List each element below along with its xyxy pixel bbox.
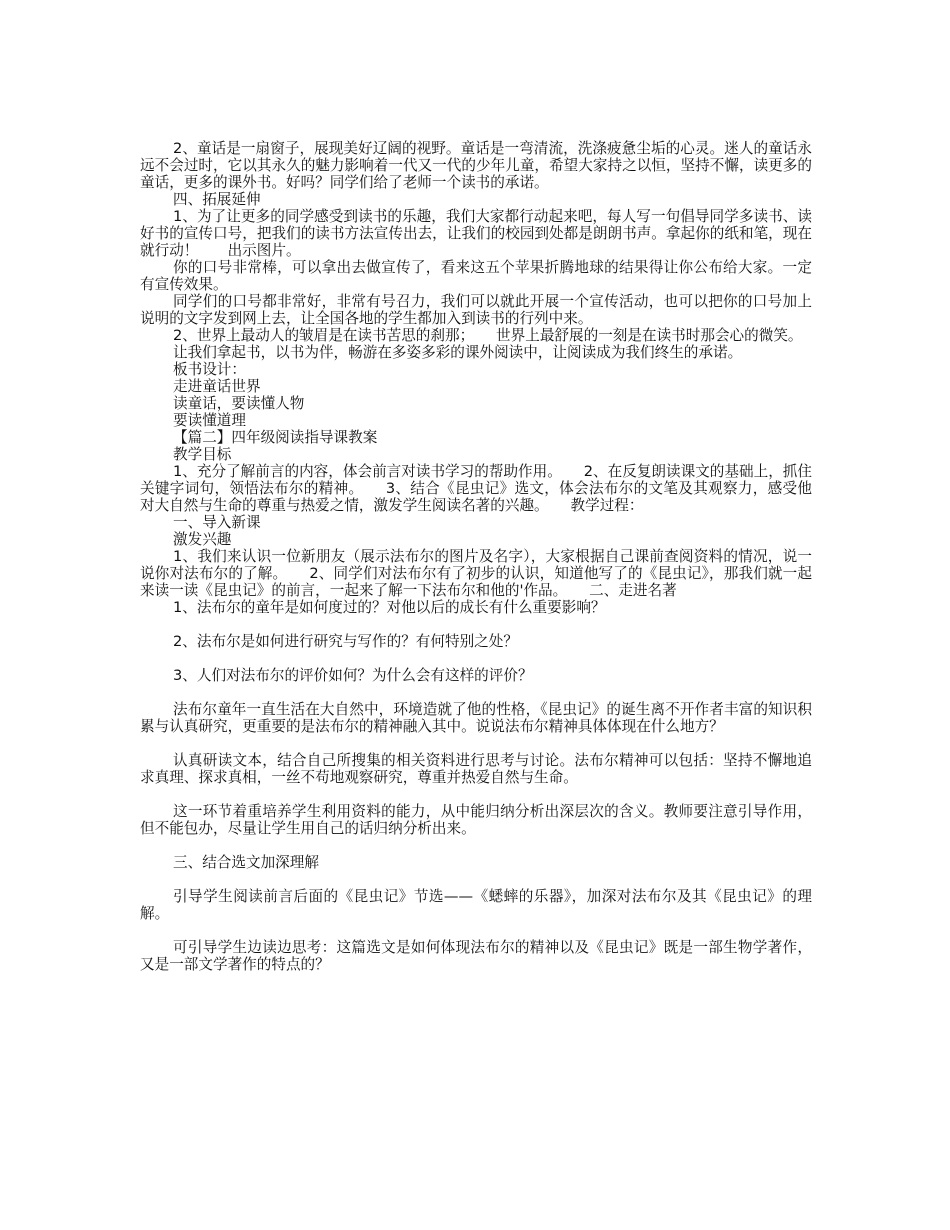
paragraph: 1、为了让更多的同学感受到读书的乐趣，我们大家都行动起来吧，每人写一句倡导同学多读书、读好书的宣传口号，把我们的读书方法宣传出去，让我们的校园到处都是朗朗书声。拿起你的纸和笔，现在就行动！ 出示图片。 xyxy=(140,208,812,259)
paragraph: 引导学生阅读前言后面的《昆虫记》节选——《蟋蟀的乐器》，加深对法布尔及其《昆虫记》的理解。 xyxy=(140,888,812,922)
paragraph: 1、我们来认识一位新朋友（展示法布尔的图片及名字），大家根据自己课前查阅资料的情况，说一说你对法布尔的了解。 2、同学们对法布尔有了初步的认识，知道他写了的《昆虫记》，那我们就一起来读一读《昆虫记》的前言，一起来了解一下法布尔和他的'作品。 二、走进名著 xyxy=(140,548,812,599)
paragraph: 2、世界上最动人的皱眉是在读书苦思的刹那； 世界上最舒展的一刻是在读书时那会心的微笑。 xyxy=(173,327,803,344)
section-heading: 激发兴趣 xyxy=(173,531,232,548)
paragraph: 让我们拿起书，以书为伴，畅游在多姿多彩的课外阅读中，让阅读成为我们终生的承诺。 xyxy=(173,344,743,361)
section-heading: 一、导入新课 xyxy=(173,514,261,531)
board-line: 读童话，要读懂人物 xyxy=(173,395,305,412)
paragraph: 同学们的口号都非常好，非常有号召力，我们可以就此开展一个宣传活动，也可以把你的口号加上说明的文字发到网上去，让全国各地的学生都加入到读书的行列中来。 xyxy=(140,293,812,327)
paragraph: 认真研读文本，结合自己所搜集的相关资料进行思考与讨论。法布尔精神可以包括：坚持不懈地追求真理、探求真相，一丝不苟地观察研究，尊重并热爱自然与生命。 xyxy=(140,752,812,786)
chapter-title: 【篇二】四年级阅读指导课教案 xyxy=(173,429,378,446)
paragraph: 这一环节着重培养学生利用资料的能力，从中能归纳分析出深层次的含义。教师要注意引导作用，但不能包办，尽量让学生用自己的话归纳分析出来。 xyxy=(140,803,812,837)
board-line: 要读懂道理 xyxy=(173,412,246,429)
board-design-heading: 板书设计： xyxy=(173,361,246,378)
section-heading: 教学目标 xyxy=(173,446,232,463)
paragraph: 2、童话是一扇窗子，展现美好辽阔的视野。童话是一弯清流，洗涤疲惫尘垢的心灵。迷人的童话永远不会过时，它以其永久的魅力影响着一代又一代的少年儿童，希望大家持之以恒，坚持不懈，读更多的童话，更多的课外书。好吗？同学们给了老师一个读书的承诺。 xyxy=(140,140,812,191)
question: 1、法布尔的童年是如何度过的？对他以后的成长有什么重要影响？ xyxy=(173,599,606,616)
section-heading: 三、结合选文加深理解 xyxy=(173,854,319,871)
question: 2、法布尔是如何进行研究与写作的？有何特别之处？ xyxy=(173,633,518,650)
section-heading: 四、拓展延伸 xyxy=(173,191,261,208)
paragraph: 可引导学生边读边思考：这篇选文是如何体现法布尔的精神以及《昆虫记》既是一部生物学著作，又是一部文学著作的特点的？ xyxy=(140,939,812,973)
document-page xyxy=(140,140,812,973)
board-line: 走进童话世界 xyxy=(173,378,261,395)
paragraph: 1、充分了解前言的内容，体会前言对读书学习的帮助作用。 2、在反复朗读课文的基础上，抓住关键字词句，领悟法布尔的精神。 3、结合《昆虫记》选文，体会法布尔的文笔及其观察力，感受他对大自然与生命的尊重与热爱之情，激发学生阅读名著的兴趣。 教学过程： xyxy=(140,463,812,514)
paragraph: 你的口号非常棒，可以拿出去做宣传了，看来这五个苹果折腾地球的结果得让你公布给大家。一定有宣传效果。 xyxy=(140,259,812,293)
paragraph: 法布尔童年一直生活在大自然中，环境造就了他的性格，《昆虫记》的诞生离不开作者丰富的知识积累与认真研究，更重要的是法布尔的精神融入其中。说说法布尔精神具体体现在什么地方？ xyxy=(140,701,812,735)
question: 3、人们对法布尔的评价如何？为什么会有这样的评价？ xyxy=(173,667,533,684)
